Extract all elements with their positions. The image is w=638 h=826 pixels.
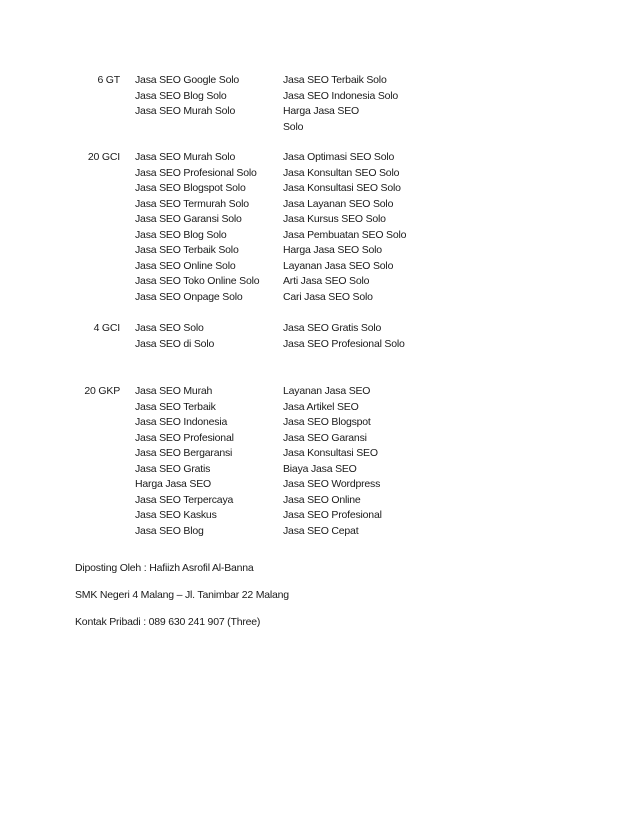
keyword-item: Jasa Konsultasi SEO: [283, 447, 378, 459]
posted-by-text: Diposting Oleh : Hafiizh Asrofil Al-Banna: [75, 562, 254, 574]
keyword-item: Jasa SEO Profesional: [135, 431, 234, 444]
keyword-item: Jasa SEO Bergaransi: [135, 447, 233, 459]
keyword-item: Jasa SEO Terbaik: [135, 400, 216, 413]
keyword-item: Jasa SEO Terbaik Solo: [135, 244, 239, 256]
keyword-item: Harga Jasa SEO: [283, 105, 359, 117]
keyword-item: Jasa SEO Toko Online Solo: [135, 275, 260, 287]
keyword-item: Jasa Optimasi SEO Solo: [283, 151, 395, 163]
keyword-column-right: [283, 73, 433, 135]
keyword-column-right: [283, 384, 433, 539]
keyword-item: Jasa SEO Indonesia Solo: [283, 89, 399, 102]
keyword-item: Jasa SEO Murah Solo: [135, 151, 236, 163]
keyword-item: Jasa SEO Wordpress: [283, 478, 381, 490]
keyword-item: Jasa SEO Profesional: [283, 509, 382, 521]
group-code: 20 GKP: [84, 385, 120, 397]
keyword-item: Jasa Konsultasi SEO Solo: [283, 182, 401, 194]
group-code: 20 GCI: [87, 151, 120, 163]
keyword-item: Jasa SEO Termurah Solo: [135, 197, 249, 210]
keyword-item: Jasa SEO di Solo: [135, 337, 215, 350]
keyword-item: Harga Jasa SEO Solo: [283, 244, 382, 256]
keyword-column-left: [135, 384, 275, 539]
group-code: 6 GT: [97, 74, 120, 86]
keyword-item: Jasa SEO Garansi Solo: [135, 213, 242, 225]
keyword-item: Jasa Artikel SEO: [283, 400, 359, 413]
keyword-item: Jasa Pembuatan SEO Solo: [283, 228, 407, 241]
keyword-item: Harga Jasa SEO: [135, 478, 211, 490]
contact-text: Kontak Pribadi : 089 630 241 907 (Three): [75, 616, 261, 628]
school-address-text: SMK Negeri 4 Malang – Jl. Tanimbar 22 Malang: [75, 589, 289, 601]
keyword-item: Jasa Layanan SEO Solo: [283, 197, 394, 210]
keyword-item: Jasa SEO Google Solo: [135, 74, 239, 86]
keyword-item: Jasa SEO Murah Solo: [135, 105, 236, 117]
keyword-item: Jasa SEO Profesional Solo: [283, 337, 405, 350]
keyword-item: Jasa SEO Solo: [135, 322, 204, 334]
keyword-item: Jasa SEO Gratis: [135, 462, 211, 475]
keyword-item: Jasa SEO Terpercaya: [135, 493, 234, 506]
keyword-item: Cari Jasa SEO Solo: [283, 290, 373, 303]
keyword-item: Jasa SEO Blog Solo: [135, 89, 227, 102]
group-code: 4 GCI: [93, 322, 120, 334]
keyword-item: Jasa SEO Cepat: [283, 524, 359, 537]
keyword-item: Jasa SEO Online Solo: [135, 259, 236, 272]
keyword-item: Layanan Jasa SEO Solo: [283, 259, 394, 272]
keyword-item: Jasa SEO Profesional Solo: [135, 166, 257, 179]
keyword-item: Jasa SEO Blogspot: [283, 416, 371, 428]
keyword-item: Jasa SEO Murah: [135, 385, 213, 397]
keyword-item: Jasa SEO Online: [283, 493, 361, 506]
keyword-item: Jasa SEO Blogspot Solo: [135, 182, 246, 194]
keyword-item: Jasa SEO Onpage Solo: [135, 290, 243, 303]
keyword-item: Jasa SEO Gratis Solo: [283, 322, 382, 334]
keyword-column-left: [135, 321, 275, 352]
keyword-column-right: [283, 150, 433, 305]
keyword-item: Jasa SEO Blog: [135, 524, 204, 537]
keyword-item: Jasa SEO Blog Solo: [135, 228, 227, 241]
keyword-item: Layanan Jasa SEO: [283, 385, 371, 397]
keyword-column-left: [135, 73, 275, 120]
keyword-item: Solo: [283, 120, 304, 133]
keyword-column-right: [283, 321, 433, 352]
keyword-column-left: [135, 150, 275, 305]
keyword-item: Jasa SEO Terbaik Solo: [283, 74, 387, 86]
keyword-item: Jasa SEO Indonesia: [135, 416, 228, 428]
keyword-item: Jasa SEO Kaskus: [135, 509, 217, 521]
keyword-item: Arti Jasa SEO Solo: [283, 275, 370, 287]
keyword-item: Biaya Jasa SEO: [283, 462, 357, 475]
keyword-item: Jasa Kursus SEO Solo: [283, 213, 386, 225]
keyword-item: Jasa Konsultan SEO Solo: [283, 166, 400, 179]
keyword-item: Jasa SEO Garansi: [283, 431, 367, 444]
